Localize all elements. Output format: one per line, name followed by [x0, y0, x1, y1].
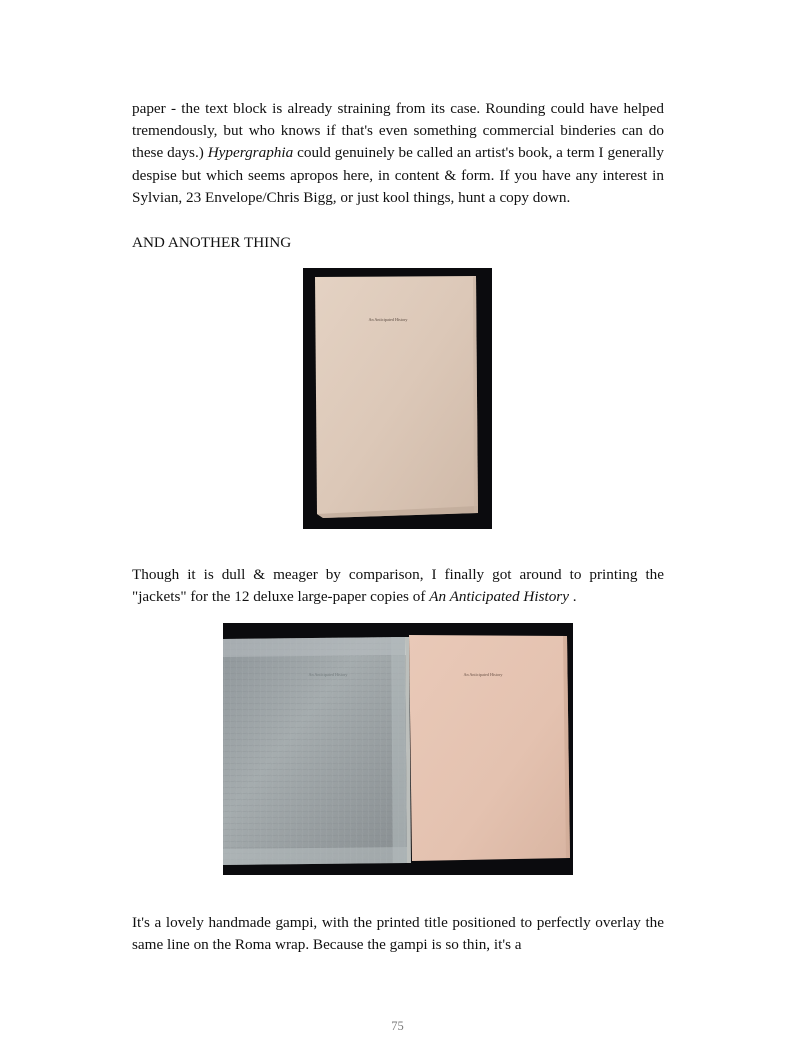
paragraph-1-italic-title: Hypergraphia: [207, 144, 294, 162]
book-cover-illustration: [303, 268, 492, 529]
paragraph-2-text-a: Though it is dull & meager by comparison, I finally got around to printing the "jackets" for the 12 deluxe large-paper copies of: [132, 566, 664, 606]
section-heading: AND ANOTHER THING: [132, 234, 292, 251]
paragraph-1-text-a: paper - the text block is already straining from its case. Rounding could have helped tremendously, but who knows if that's even something commercial binderies can do these days.): [132, 100, 664, 162]
paragraph-1-text-b: could genuinely be called an artist's book, a term I generally despise but which seems apropos here, in content & form. If you have any interest in Sylvian, 23 Envelope/Chris Bigg, or just kool things, hunt a copy down.: [132, 144, 664, 206]
book-cover-photo: [303, 268, 492, 529]
body-paragraph-2: [132, 564, 664, 608]
gampi-jacket-title-text: An Anticipated History: [308, 672, 348, 677]
page-number: 75: [391, 1019, 404, 1033]
jacket-comparison-illustration: [223, 623, 573, 875]
paragraph-2-text-b: .: [568, 588, 577, 606]
jacket-comparison-photo: [223, 623, 573, 875]
body-paragraph-3: It's a lovely handmade gampi, with the printed title positioned to perfectly overlay the same line on the Roma wrap. Because the gampi is so thin, it's a: [132, 914, 664, 954]
body-paragraph-1: [132, 98, 664, 209]
paragraph-2-italic-title: An Anticipated History: [429, 588, 569, 606]
roma-wrap-title-text: An Anticipated History: [463, 672, 503, 677]
cover-title-text: An Anticipated History: [368, 317, 408, 322]
